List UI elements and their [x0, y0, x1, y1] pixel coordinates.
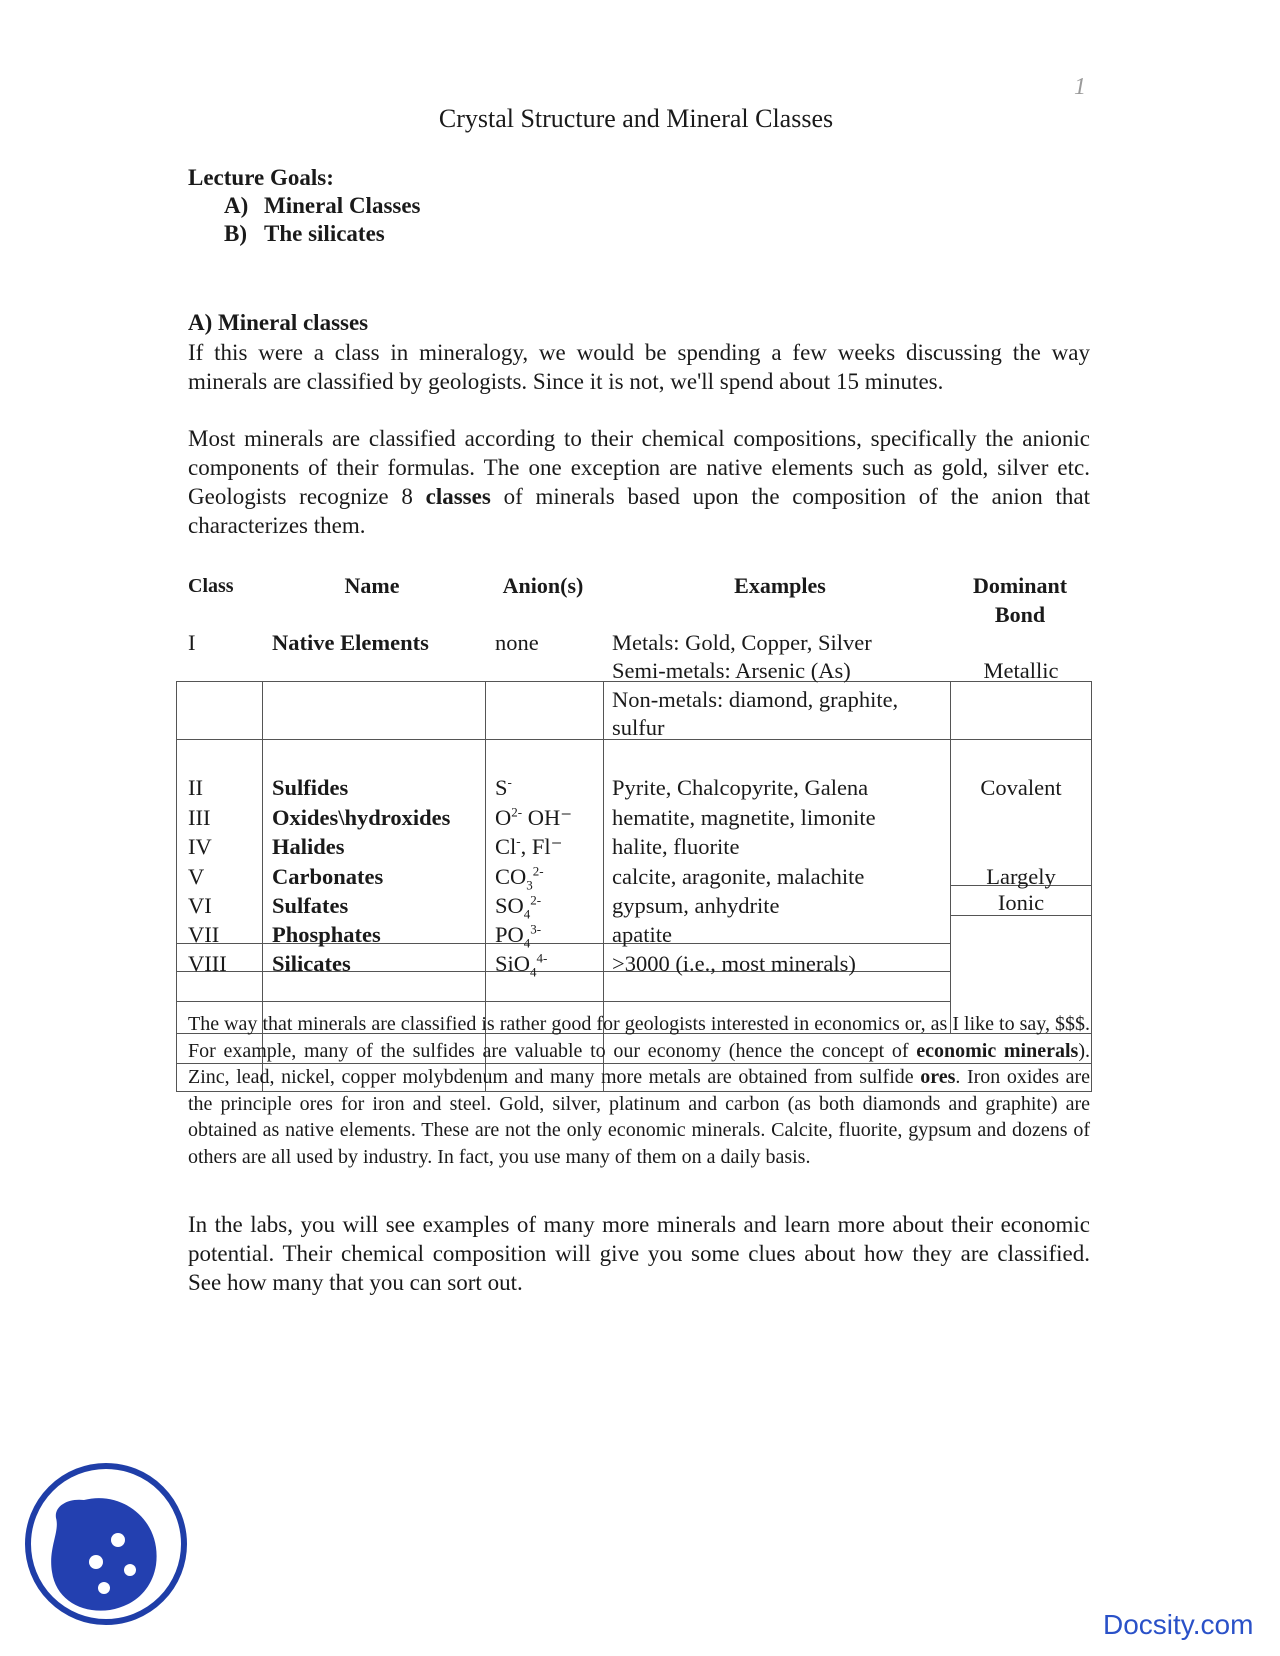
bond-covalent: Covalent: [980, 775, 1062, 800]
anion-sup: 2-: [530, 892, 542, 908]
cell-anion: [495, 950, 548, 980]
bond-ionic-line2: Ionic: [997, 890, 1045, 915]
cell-anion: [495, 892, 542, 922]
cell-anion: [495, 805, 572, 831]
para-bold: ores: [920, 1066, 956, 1088]
column-header-class: Class: [188, 575, 234, 597]
cell-class: II: [188, 775, 203, 800]
cell-name: Halides: [272, 834, 345, 859]
cell-class: VII: [188, 922, 220, 947]
anion-base: CO: [495, 864, 527, 889]
cell-name: Carbonates: [272, 864, 384, 889]
cell-name: Silicates: [272, 951, 351, 976]
cell-example: sulfur: [612, 715, 665, 740]
cell-example: Non-metals: diamond, graphite,: [612, 687, 899, 712]
cell-examples: hematite, magnetite, limonite: [612, 805, 876, 830]
anion-base: SiO: [495, 951, 531, 976]
column-header-bond: [950, 571, 1090, 629]
anion-sub: 3: [526, 877, 533, 893]
goal-text: The silicates: [264, 221, 385, 246]
docsity-brand-link[interactable]: Docsity.com: [1103, 1609, 1254, 1640]
cell-example: Semi-metals: Arsenic (As): [612, 658, 851, 683]
goals-heading: Lecture Goals:: [188, 165, 334, 190]
cell-anion: [495, 863, 544, 893]
cell-examples: Pyrite, Chalcopyrite, Galena: [612, 775, 869, 800]
anion-sup: 4-: [536, 950, 548, 966]
cell-class: III: [188, 805, 211, 830]
cell-examples: gypsum, anhydrite: [612, 893, 780, 918]
para-text: ). Zinc, lead, nickel, copper molybdenum and many more metals are obtained from sulfide: [188, 1039, 1091, 1088]
bond-header-line2: Bond: [994, 602, 1046, 627]
para-text: . Iron oxides are the principle ores for iron and steel. Gold, silver, platinum and carbon (as both diamonds and graphite) are obtained as native elements. These are not the only economic minerals. Calcite, fluorite, gypsum and dozens of others are all used by industry. In fact, you use many of them on a daily basis.: [188, 1066, 1091, 1168]
anion-base: O: [495, 805, 512, 830]
cell-name: Native Elements: [272, 630, 429, 655]
cell-examples: calcite, aragonite, malachite: [612, 864, 865, 889]
para-text: of minerals based upon the composition of the anion that characterizes them.: [188, 484, 1090, 538]
cell-examples: apatite: [612, 922, 672, 947]
section-heading: A) Mineral classes: [188, 310, 369, 335]
goal-text: Mineral Classes: [264, 193, 421, 218]
anion-sub: 4: [523, 935, 531, 951]
anion-sup: -: [516, 833, 521, 849]
anion-sup: 2-: [511, 804, 523, 820]
para-bold: economic minerals: [916, 1039, 1079, 1062]
para-bold: classes: [425, 484, 491, 509]
column-header-name: Name: [344, 573, 400, 598]
para-text: The way that minerals are classified is rather good for geologists interested in economics or, as I like to say, $$$. For example, many of the sulfides are valuable to our economy (hence the concept of: [188, 1013, 1090, 1062]
anion-base: SO: [495, 893, 524, 918]
page-title: Crystal Structure and Mineral Classes: [438, 104, 834, 133]
cell-example: Metals: Gold, Copper, Silver: [612, 630, 872, 655]
anion-sup: 3-: [530, 921, 542, 937]
docsity-logo-icon[interactable]: [22, 1460, 190, 1628]
intro-paragraph: If this were a class in mineralogy, we would be spending a few weeks discussing the way minerals are classified by geologists. Since it is not, we'll spend about 15 minutes.: [188, 340, 1090, 394]
anion-sub: 4: [523, 906, 531, 922]
labs-paragraph: In the labs, you will see examples of many more minerals and learn more about their economic potential. Their chemical composition will give you some clues about how they are classified. See how many that you can sort out.: [188, 1212, 1090, 1295]
cell-class: I: [188, 630, 196, 655]
cell-bond: Metallic: [983, 658, 1059, 683]
cell-class: V: [188, 864, 205, 889]
anion-sub: 4: [530, 964, 537, 980]
cell-examples: >3000 (i.e., most minerals): [612, 951, 856, 976]
cell-class: IV: [188, 834, 212, 859]
cell-class: VI: [188, 893, 212, 918]
anion-base: PO: [495, 922, 524, 947]
classification-paragraph: [188, 424, 1090, 540]
cell-anion: [495, 775, 512, 801]
goal-label: B): [224, 221, 247, 246]
cell-anion: [495, 921, 542, 951]
bond-ionic-line1: Largely: [986, 864, 1056, 889]
bond-header-line1: Dominant: [972, 573, 1068, 598]
anion-rest: OH⁻: [522, 805, 573, 830]
cell-examples: halite, fluorite: [612, 834, 740, 859]
economics-paragraph: [188, 1011, 1090, 1170]
goal-item-b: [224, 221, 385, 247]
goal-label: A): [224, 193, 249, 218]
para-text: Most minerals are classified according to their chemical compositions, specifically the anionic components of their formulas. The one exception are native elements such as gold, silver etc. Geologists recognize 8: [188, 426, 1090, 509]
cell-name: Oxides\hydroxides: [272, 805, 451, 830]
column-header-examples: Examples: [734, 573, 826, 598]
cell-anion: none: [495, 630, 539, 655]
column-header-anion: Anion(s): [502, 573, 584, 598]
anion-sup: -: [507, 774, 512, 790]
page-number: 1: [1074, 74, 1086, 100]
goal-item-a: [224, 193, 421, 219]
cell-name: Sulfides: [272, 775, 349, 800]
cell-name: Phosphates: [272, 922, 381, 947]
anion-base: Cl: [495, 834, 517, 859]
anion-sup: 2-: [532, 863, 544, 879]
cell-name: Sulfates: [272, 893, 349, 918]
cell-anion: [495, 834, 563, 860]
anion-base: S: [495, 775, 508, 800]
cell-class: VIII: [188, 951, 227, 976]
anion-rest: , Fl⁻: [520, 834, 563, 859]
